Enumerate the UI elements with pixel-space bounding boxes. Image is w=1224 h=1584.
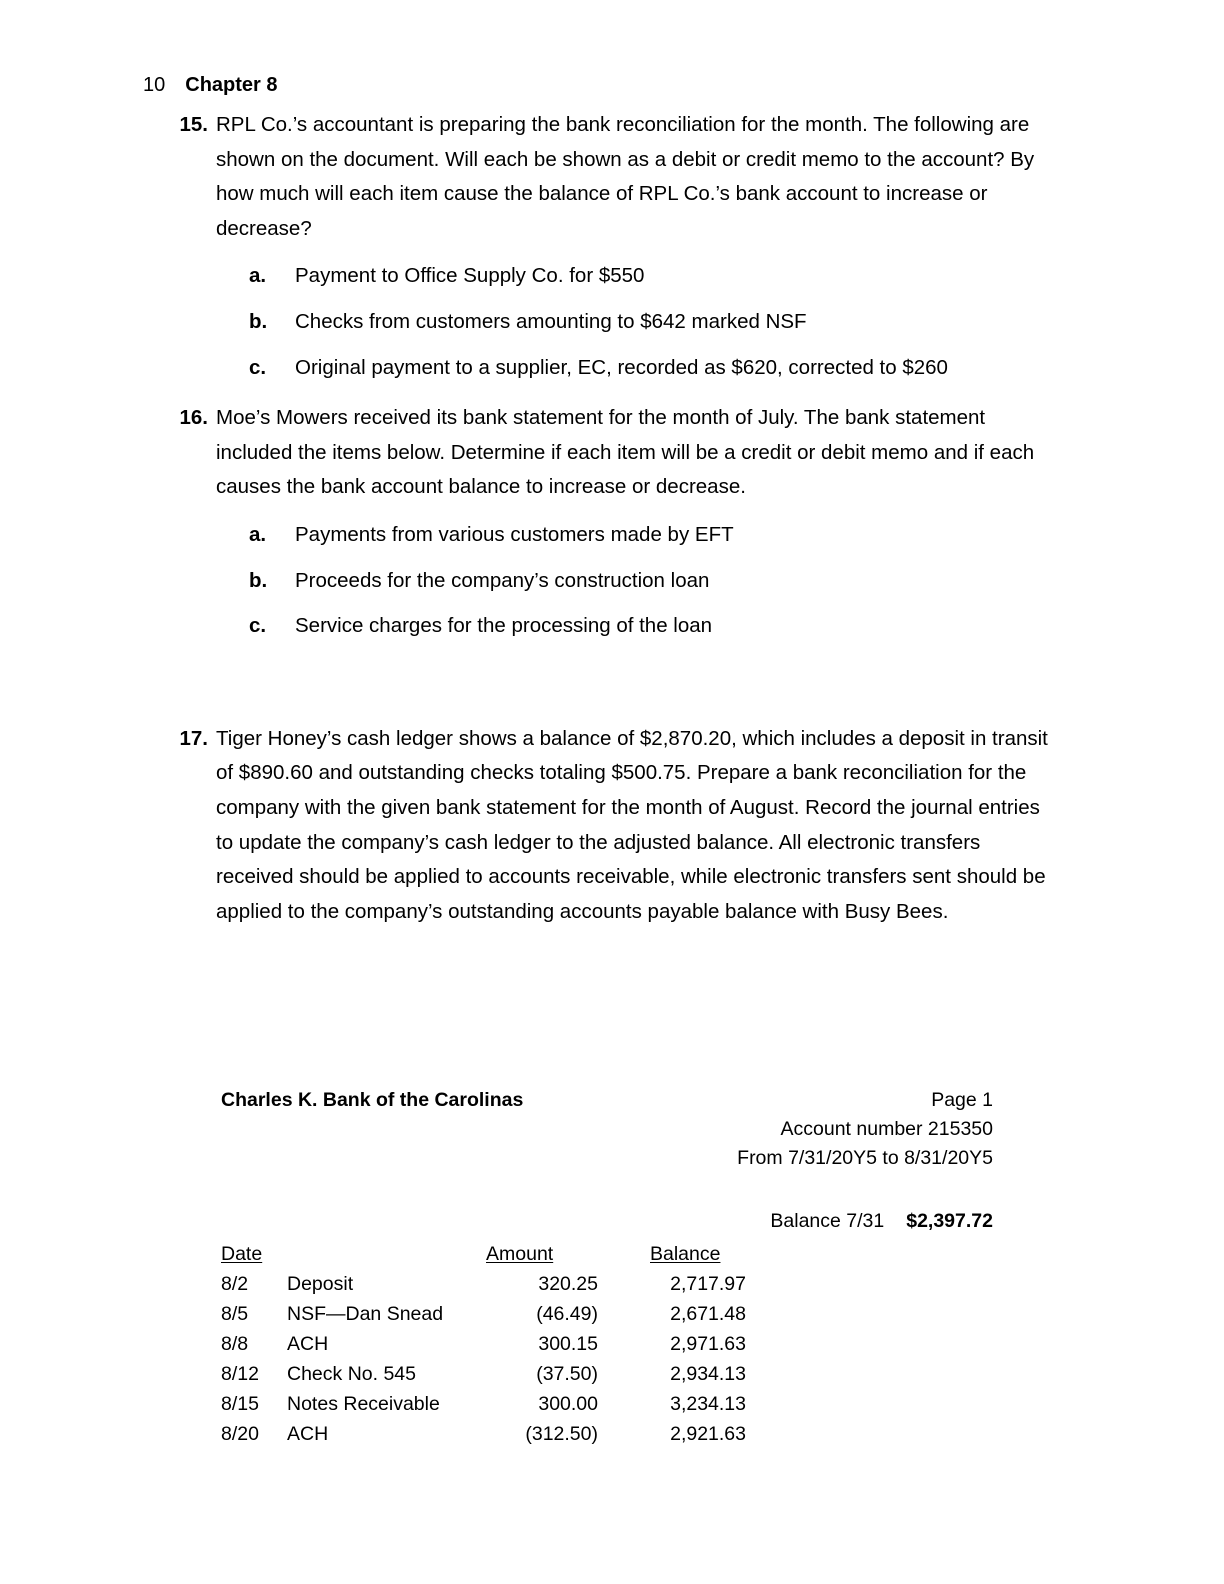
cell-description: Notes Receivable [287, 1393, 440, 1415]
question-text: Moe’s Mowers received its bank statement for the month of July. The bank statement included the items below. Determine if each item will be a credit or debit memo and if each causes the bank account balance to increase or decrease. [216, 406, 1035, 499]
column-header-date: Date [221, 1243, 263, 1265]
bank-statement-header [221, 1086, 993, 1178]
column-header-amount: Amount [486, 1243, 554, 1265]
list-item [216, 564, 1059, 599]
cell-amount: 320.25 [538, 1273, 598, 1295]
subitem-letter: b. [249, 568, 268, 592]
bank-statement [221, 1086, 993, 1449]
subitem-letter: a. [249, 264, 267, 288]
subitem-letter: c. [249, 614, 267, 638]
subitem-text: Payments from various customers made by EFT [295, 522, 734, 546]
cell-balance: 2,971.63 [670, 1333, 746, 1355]
subitem-letter: c. [249, 355, 267, 379]
cell-balance: 2,934.13 [670, 1363, 746, 1385]
cell-balance: 2,921.63 [670, 1423, 746, 1445]
subitem-text: Service charges for the processing of the loan [295, 614, 713, 638]
table-row [221, 1269, 746, 1299]
spacer [174, 644, 1059, 722]
subitem-letter: b. [249, 309, 268, 333]
cell-date: 8/8 [221, 1333, 249, 1355]
question-item [174, 401, 1059, 644]
question-list [174, 108, 1059, 929]
cell-date: 8/12 [221, 1363, 259, 1385]
subitem-text: Payment to Office Supply Co. for $550 [295, 264, 645, 288]
cell-amount: (46.49) [536, 1303, 598, 1325]
table-header-row [221, 1239, 746, 1269]
cell-date: 8/15 [221, 1393, 259, 1415]
list-item [216, 259, 1059, 294]
running-header [143, 72, 278, 98]
list-item [216, 351, 1059, 386]
cell-amount: (37.50) [536, 1363, 598, 1385]
table-row [221, 1329, 746, 1359]
list-item [216, 609, 1059, 644]
column-header-balance: Balance [650, 1243, 721, 1265]
spacer [174, 385, 1059, 401]
cell-date: 8/20 [221, 1423, 259, 1445]
subitem-text: Checks from customers amounting to $642 marked NSF [295, 309, 807, 333]
chapter-title: Chapter 8 [185, 74, 278, 96]
transactions-table [221, 1239, 746, 1449]
subitem-letter: a. [249, 522, 267, 546]
question-subitem-list [216, 259, 1059, 385]
question-number: 17. [179, 726, 208, 750]
bank-name: Charles K. Bank of the Carolinas [221, 1089, 524, 1111]
cell-description: Check No. 545 [287, 1363, 416, 1385]
list-item [216, 518, 1059, 553]
question-number: 16. [179, 406, 208, 430]
cell-amount: 300.00 [538, 1393, 598, 1415]
question-item [174, 722, 1059, 930]
opening-balance-label: Balance 7/31 [770, 1210, 885, 1232]
question-subitem-list [216, 518, 1059, 644]
cell-description: ACH [287, 1333, 329, 1355]
cell-date: 8/5 [221, 1303, 249, 1325]
table-row [221, 1419, 746, 1449]
column-header-description [287, 1239, 486, 1269]
opening-balance-amount: $2,397.72 [906, 1210, 993, 1232]
statement-period: From 7/31/20Y5 to 8/31/20Y5 [737, 1147, 993, 1169]
cell-description: Deposit [287, 1273, 354, 1295]
table-row [221, 1299, 746, 1329]
subitem-text: Original payment to a supplier, EC, recorded as $620, corrected to $260 [295, 355, 948, 379]
account-number: Account number 215350 [780, 1118, 993, 1140]
question-item [174, 108, 1059, 385]
opening-balance-row [221, 1207, 993, 1236]
cell-amount: (312.50) [525, 1423, 598, 1445]
cell-description: NSF—Dan Snead [287, 1303, 444, 1325]
page-number: 10 [143, 74, 166, 96]
cell-balance: 2,717.97 [670, 1273, 746, 1295]
subitem-text: Proceeds for the company’s construction loan [295, 568, 710, 592]
question-number: 15. [179, 113, 208, 136]
cell-balance: 2,671.48 [670, 1303, 746, 1325]
table-row [221, 1359, 746, 1389]
cell-balance: 3,234.13 [670, 1393, 746, 1415]
page-label: Page 1 [931, 1089, 993, 1111]
question-text: RPL Co.’s accountant is preparing the bank reconciliation for the month. The following are shown on the document. Will each be shown as a debit or credit memo to the account? By how much will each item cause the balance of RPL Co.’s bank account to increase or decrease? [216, 113, 1035, 240]
list-item [216, 305, 1059, 340]
cell-description: ACH [287, 1423, 329, 1445]
cell-amount: 300.15 [538, 1333, 598, 1355]
cell-date: 8/2 [221, 1273, 249, 1295]
table-row [221, 1389, 746, 1419]
question-text: Tiger Honey’s cash ledger shows a balance of $2,870.20, which includes a deposit in transit of $890.60 and outstanding checks totaling $500.75. Prepare a bank reconciliation for the company with the given bank statement for the month of August. Record the journal entries to update the company’s cash ledger to the adjusted balance. All electronic transfers received should be applied to accounts receivable, while electronic transfers sent should be applied to the company’s outstanding accounts payable balance with Busy Bees. [216, 726, 1048, 923]
